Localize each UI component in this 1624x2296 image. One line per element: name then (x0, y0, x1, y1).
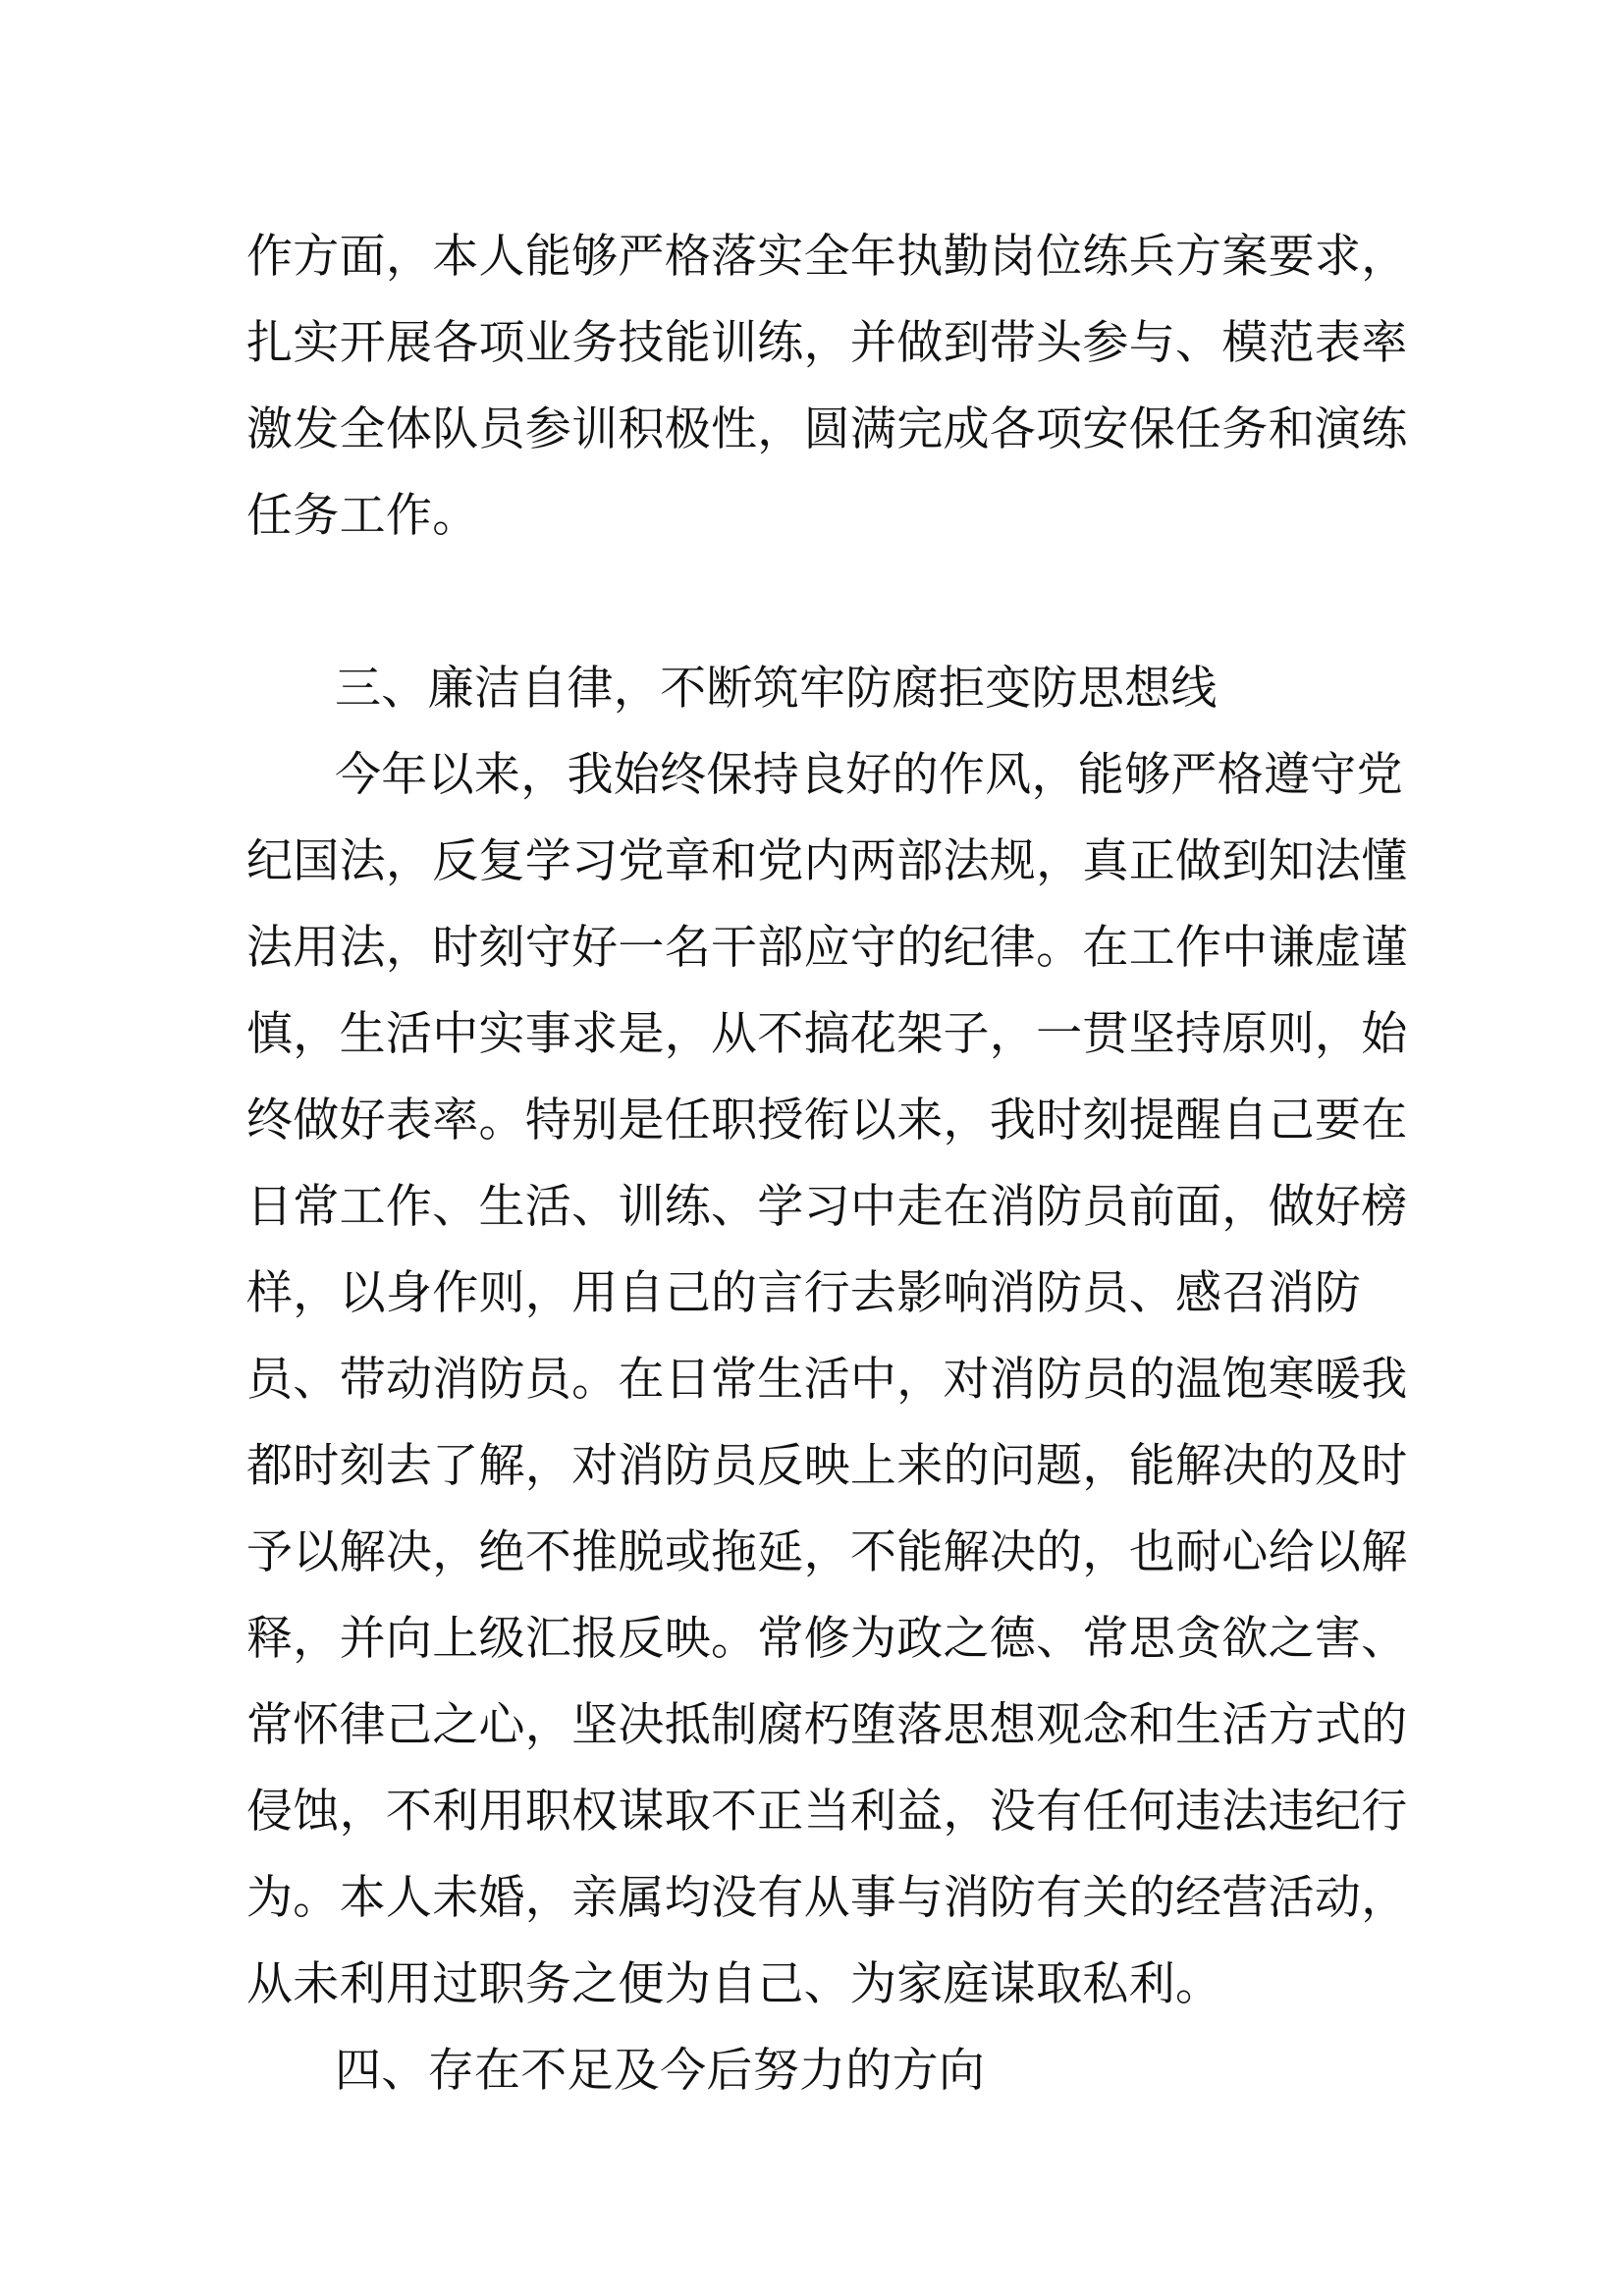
paragraph-line: 都时刻去了解，对消防员反映上来的问题，能解决的及时 (246, 1439, 1408, 1493)
section-three-heading: 三、廉洁自律，不断筑牢防腐拒变防思想线 (335, 662, 1218, 716)
paragraph-line: 任务工作。 (246, 489, 479, 543)
paragraph-line: 作方面，本人能够严格落实全年执勤岗位练兵方案要求， (246, 230, 1408, 284)
paragraph-line: 法用法，时刻守好一名干部应守的纪律。在工作中谦虚谨 (246, 921, 1408, 975)
paragraph-line: 员、带动消防员。在日常生活中，对消防员的温饱寒暖我 (246, 1353, 1408, 1407)
paragraph-line: 终做好表率。特别是任职授衔以来，我时刻提醒自己要在 (246, 1094, 1408, 1148)
paragraph-line: 释，并向上级汇报反映。常修为政之德、常思贪欲之害、 (246, 1612, 1408, 1666)
paragraph-line: 纪国法，反复学习党章和党内两部法规，真正做到知法懂 (246, 834, 1408, 888)
paragraph-line: 常怀律己之心，坚决抵制腐朽堕落思想观念和生活方式的 (246, 1698, 1408, 1752)
paragraph-line: 侵蚀，不利用职权谋取不正当利益，没有任何违法违纪行 (246, 1785, 1408, 1839)
paragraph-line: 为。本人未婚，亲属均没有从事与消防有关的经营活动， (246, 1871, 1408, 1925)
paragraph-line: 予以解决，绝不推脱或拖延，不能解决的，也耐心给以解 (246, 1525, 1408, 1579)
paragraph-line: 今年以来，我始终保持良好的作风，能够严格遵守党 (335, 748, 1403, 802)
paragraph-line: 日常工作、生活、训练、学习中走在消防员前面，做好榜 (246, 1180, 1408, 1234)
paragraph-line: 扎实开展各项业务技能训练，并做到带头参与、模范表率 (246, 316, 1408, 370)
paragraph-line: 激发全体队员参训积极性，圆满完成各项安保任务和演练 (246, 402, 1408, 456)
section-four-heading: 四、存在不足及今后努力的方向 (335, 2044, 986, 2098)
paragraph-line: 样，以身作则，用自己的言行去影响消防员、感召消防 (246, 1266, 1362, 1320)
paragraph-line: 从未利用过职务之便为自己、为家庭谋取私利。 (246, 1957, 1222, 2011)
paragraph-line: 慎，生活中实事求是，从不搞花架子，一贯坚持原则，始 (246, 1007, 1408, 1061)
